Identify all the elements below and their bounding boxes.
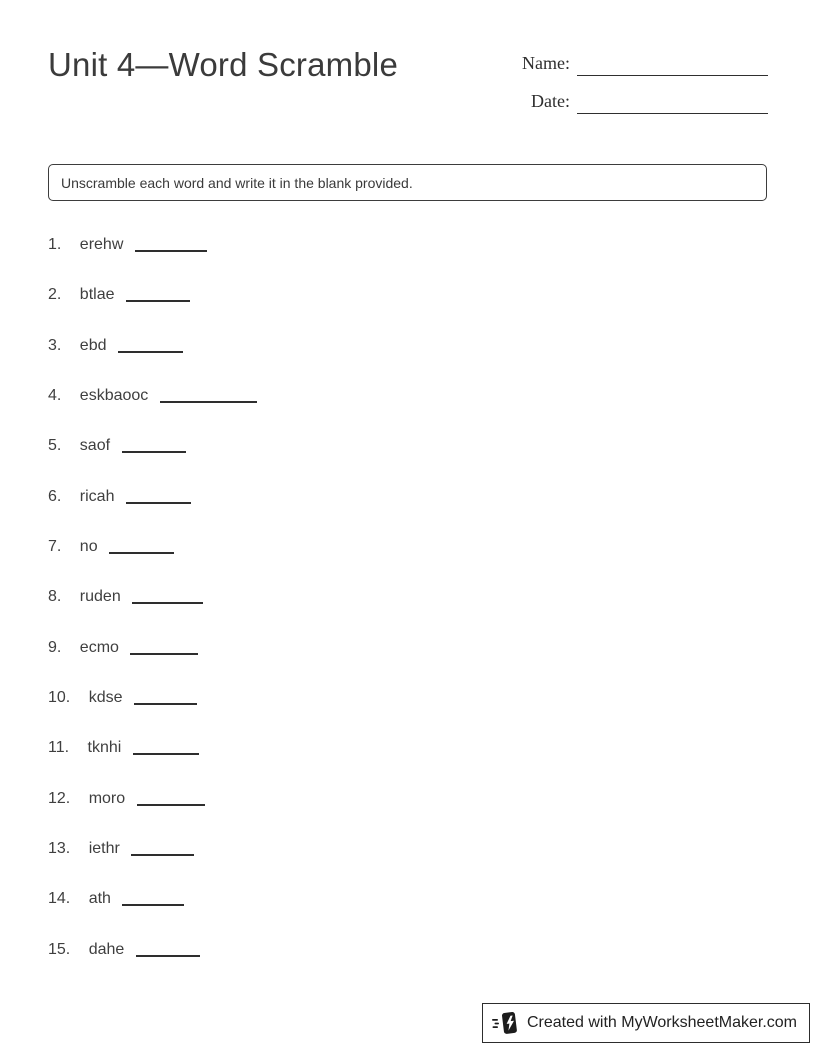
item-scrambled-word: erehw [79,236,124,253]
scramble-item [48,889,257,939]
item-answer-blank-line [136,955,200,957]
item-answer-blank-line [122,904,184,906]
item-number: 8. [48,588,62,606]
scramble-item [48,537,257,587]
item-number: 15. [48,940,71,958]
date-field-row [522,90,768,112]
item-scrambled-word: iethr [88,839,120,857]
item-scrambled-word: btlae [79,286,115,304]
item-answer-blank-line [132,602,203,604]
item-scrambled-word: eskbaooc [79,386,149,404]
scramble-list [48,235,257,990]
footer-text: Created with MyWorksheetMaker.com [526,1014,797,1031]
item-answer-blank-line [130,653,198,655]
item-number: 1. [48,236,62,253]
item-scrambled-word: dahe [88,940,125,958]
scramble-item [48,487,257,537]
item-answer-blank-line [133,753,199,755]
item-scrambled-word: saof [79,437,111,455]
item-scrambled-word: tknhi [87,739,122,757]
item-answer-blank-line [109,552,174,554]
instruction-box [48,164,767,201]
item-answer-blank-line [137,804,205,806]
item-answer-blank-line [118,351,183,353]
item-scrambled-word: ecmo [79,638,119,656]
item-number: 13. [48,839,71,857]
name-line [577,75,768,76]
worksheet-maker-logo-icon [492,1010,519,1037]
item-answer-blank-line [131,854,194,856]
item-answer-blank-line [126,502,191,504]
scramble-item [48,738,257,788]
item-number: 12. [48,789,71,807]
item-answer-blank-line [122,451,186,453]
item-scrambled-word: ath [88,890,111,908]
item-number: 10. [48,688,71,706]
item-scrambled-word: no [79,537,98,555]
name-label: Name: [522,53,570,73]
page-title: Unit 4—Word Scramble [48,46,399,83]
item-scrambled-word: kdse [88,688,123,706]
name-date-fields [522,52,768,128]
date-line [577,113,768,114]
item-number: 6. [48,487,62,505]
scramble-item [48,285,257,335]
scramble-item [48,336,257,386]
scramble-item [48,235,257,285]
scramble-item [48,587,257,637]
item-number: 2. [48,286,62,304]
item-number: 9. [48,638,62,656]
item-number: 7. [48,537,62,555]
scramble-item [48,436,257,486]
scramble-item [48,940,257,990]
scramble-item [48,789,257,839]
item-number: 3. [48,336,62,354]
instruction-text: Unscramble each word and write it in the blank provided. [61,174,413,191]
item-scrambled-word: moro [88,789,126,807]
item-scrambled-word: ruden [79,588,121,606]
item-number: 5. [48,437,62,455]
date-label: Date: [531,91,570,111]
item-answer-blank-line [160,401,257,403]
scramble-item [48,386,257,436]
item-answer-blank-line [134,703,197,705]
item-answer-blank-line [135,250,207,252]
item-answer-blank-line [126,300,190,302]
scramble-item [48,638,257,688]
item-number: 14. [48,890,71,908]
item-number: 4. [48,386,62,404]
item-scrambled-word: ricah [79,487,115,505]
name-field-row [522,52,768,74]
item-number: 11. [48,739,70,757]
scramble-item [48,688,257,738]
item-scrambled-word: ebd [79,336,107,354]
footer-badge [482,1003,810,1043]
scramble-item [48,839,257,889]
